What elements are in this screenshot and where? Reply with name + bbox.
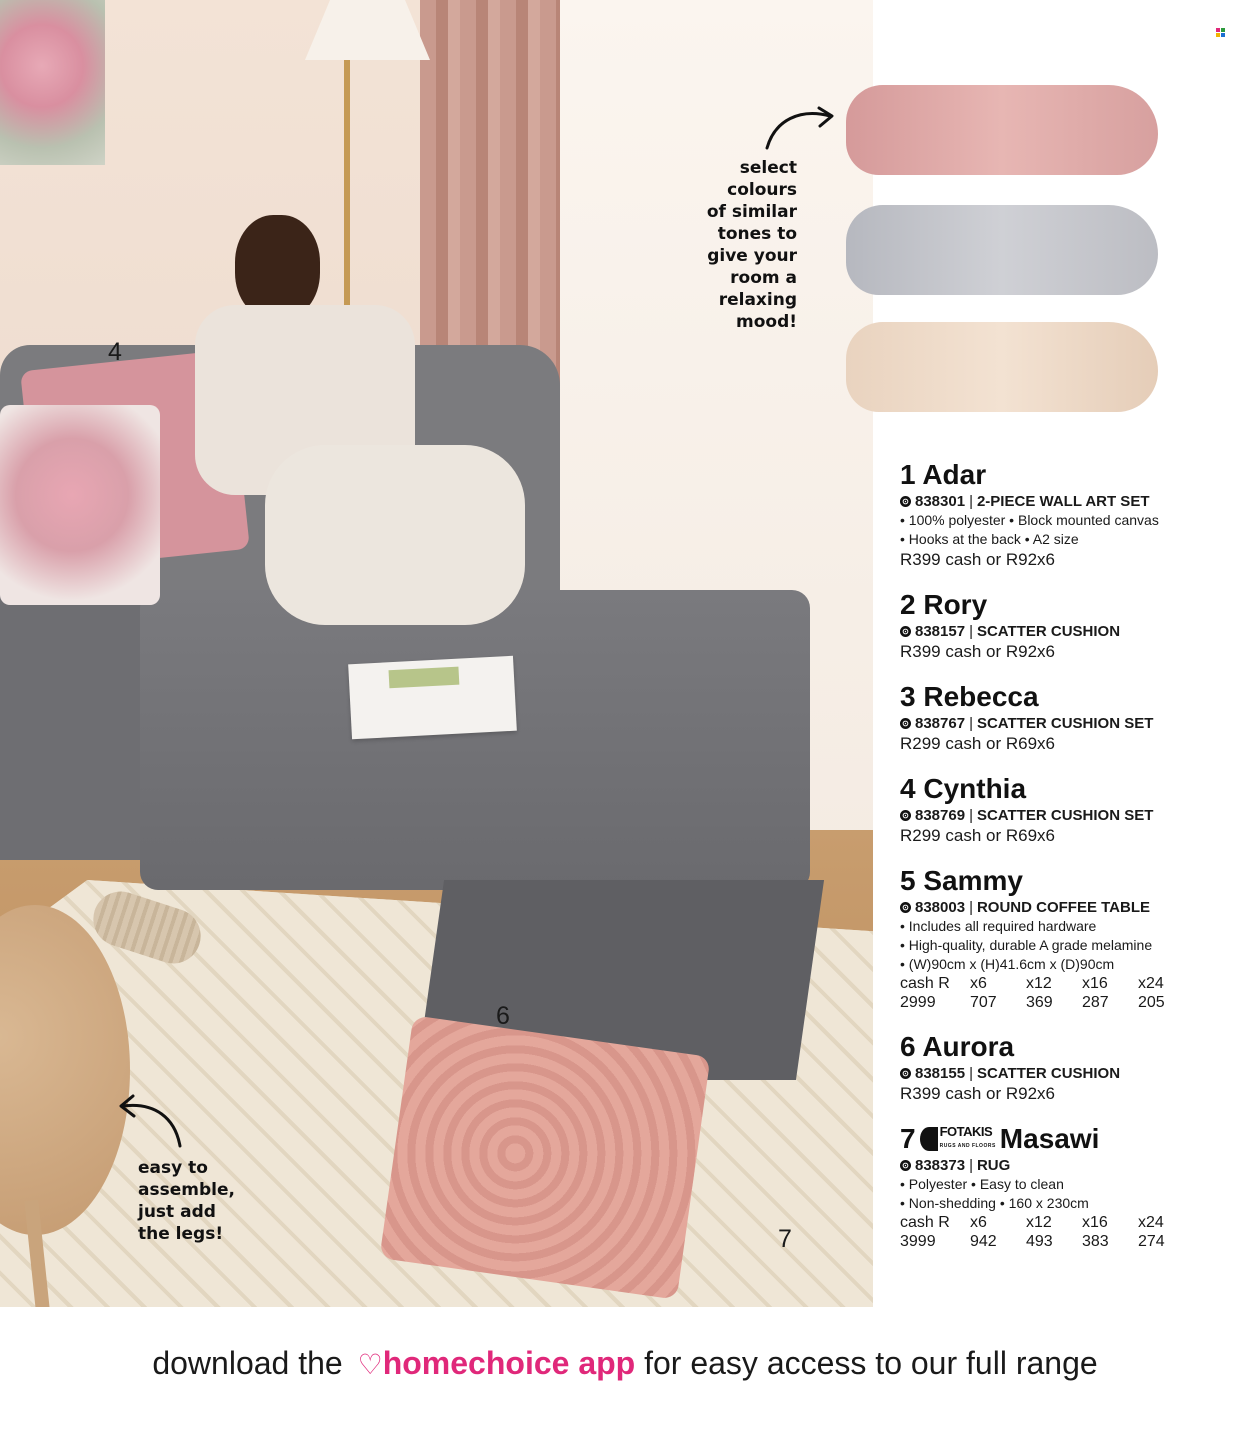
product-price: R399 cash or R92x6 bbox=[900, 550, 1055, 569]
paint-swatch-grey bbox=[846, 205, 1158, 295]
price-cell: 707 bbox=[970, 994, 997, 1011]
product-price: R399 cash or R92x6 bbox=[900, 642, 1055, 661]
product-type: SCATTER CUSHION SET bbox=[976, 807, 1154, 824]
product-code-row bbox=[900, 492, 1230, 511]
code-symbol-icon: ⊙ bbox=[900, 496, 911, 507]
paint-swatch-pink bbox=[846, 85, 1158, 175]
price-cell: 942 bbox=[970, 1233, 997, 1250]
mood-callout-line: colours bbox=[727, 180, 797, 200]
mood-callout-line: tones to bbox=[717, 224, 797, 244]
product-code-row bbox=[900, 806, 1230, 825]
code-separator: | bbox=[969, 623, 973, 640]
product-name: 6 Aurora bbox=[900, 1031, 1015, 1062]
product-code: 838003 bbox=[915, 899, 966, 916]
price-cell: 274 bbox=[1138, 1233, 1165, 1250]
fotakis-logo-wordmark: FOTAKIS bbox=[939, 1124, 993, 1139]
product-code: 838155 bbox=[915, 1065, 966, 1082]
fotakis-logo bbox=[920, 1125, 996, 1153]
product-adar bbox=[900, 458, 1230, 570]
price-header-cell: cash R bbox=[900, 1214, 950, 1231]
product-name-row bbox=[900, 1122, 1230, 1156]
price-table-row bbox=[900, 993, 1194, 1012]
code-separator: | bbox=[969, 493, 973, 510]
fotakis-logo-icon bbox=[920, 1127, 938, 1151]
product-code-row bbox=[900, 1064, 1230, 1083]
price-cell: 383 bbox=[1082, 1233, 1109, 1250]
product-aurora bbox=[900, 1030, 1230, 1104]
product-feature: • High-quality, durable A grade melamine bbox=[900, 937, 1153, 953]
price-table bbox=[900, 974, 1194, 1012]
product-feature: • (W)90cm x (H)41.6cm x (D)90cm bbox=[900, 956, 1115, 972]
legs-callout-line: just add bbox=[138, 1202, 216, 1222]
product-name: 2 Rory bbox=[900, 589, 988, 620]
legs-callout-line: assemble, bbox=[138, 1180, 235, 1200]
product-list bbox=[900, 458, 1230, 1269]
person-image bbox=[175, 215, 535, 645]
product-name: 1 Adar bbox=[900, 459, 987, 490]
price-cell: 205 bbox=[1138, 994, 1165, 1011]
code-separator: | bbox=[969, 899, 973, 916]
product-feature: • 100% polyester • Block mounted canvas bbox=[900, 512, 1159, 528]
photo-label-4: 4 bbox=[108, 338, 122, 366]
code-separator: | bbox=[969, 1157, 973, 1174]
mood-callout-line: of similar bbox=[706, 202, 797, 222]
product-type: SCATTER CUSHION SET bbox=[976, 715, 1154, 732]
mood-callout-line: room a bbox=[730, 268, 797, 288]
code-separator: | bbox=[969, 715, 973, 732]
price-header-cell: x6 bbox=[970, 1214, 987, 1231]
product-cynthia bbox=[900, 772, 1230, 846]
product-code-row bbox=[900, 622, 1230, 641]
product-code: 838301 bbox=[915, 493, 966, 510]
corner-logo-icon bbox=[1216, 28, 1226, 38]
person-legs bbox=[265, 445, 525, 625]
photo-label-6: 6 bbox=[496, 1002, 510, 1030]
price-table-header bbox=[900, 974, 1194, 993]
product-name: Masawi bbox=[999, 1123, 1100, 1154]
product-code-row bbox=[900, 1156, 1230, 1175]
product-code-row bbox=[900, 898, 1230, 917]
product-price: R399 cash or R92x6 bbox=[900, 1084, 1055, 1103]
code-separator: | bbox=[969, 1065, 973, 1082]
code-symbol-icon: ⊙ bbox=[900, 1068, 911, 1079]
product-number: 7 bbox=[900, 1123, 916, 1154]
mood-callout-line: relaxing bbox=[718, 290, 797, 310]
product-type: SCATTER CUSHION bbox=[976, 623, 1121, 640]
product-code: 838769 bbox=[915, 807, 966, 824]
price-cell: 287 bbox=[1082, 994, 1109, 1011]
product-type: SCATTER CUSHION bbox=[976, 1065, 1121, 1082]
product-type: 2-PIECE WALL ART SET bbox=[976, 493, 1150, 510]
price-table-row bbox=[900, 1232, 1194, 1251]
price-cell: 369 bbox=[1026, 994, 1053, 1011]
product-price: R299 cash or R69x6 bbox=[900, 734, 1055, 753]
curved-arrow-icon bbox=[755, 100, 845, 160]
price-cell: 493 bbox=[1026, 1233, 1053, 1250]
mood-callout-line: select bbox=[739, 158, 797, 178]
aurora-cushion-image bbox=[379, 1015, 710, 1299]
heart-icon: ♡ bbox=[357, 1349, 383, 1380]
price-cell: 3999 bbox=[900, 1233, 936, 1250]
price-header-cell: cash R bbox=[900, 975, 950, 992]
price-header-cell: x24 bbox=[1138, 975, 1164, 992]
lamp-shade-image bbox=[305, 0, 430, 60]
product-name: 5 Sammy bbox=[900, 865, 1023, 896]
product-code-row bbox=[900, 714, 1230, 733]
fotakis-logo-text bbox=[940, 1125, 996, 1153]
price-table-header bbox=[900, 1213, 1194, 1232]
product-code: 838767 bbox=[915, 715, 966, 732]
curved-arrow-icon bbox=[115, 1088, 190, 1150]
code-symbol-icon: ⊙ bbox=[900, 626, 911, 637]
code-symbol-icon: ⊙ bbox=[900, 718, 911, 729]
price-header-cell: x12 bbox=[1026, 975, 1052, 992]
code-separator: | bbox=[969, 807, 973, 824]
price-table bbox=[900, 1213, 1194, 1251]
wall-art-image bbox=[0, 0, 105, 165]
code-symbol-icon: ⊙ bbox=[900, 902, 911, 913]
product-code: 838157 bbox=[915, 623, 966, 640]
product-name: 3 Rebecca bbox=[900, 681, 1039, 712]
product-masawi bbox=[900, 1122, 1230, 1251]
product-feature: • Hooks at the back • A2 size bbox=[900, 531, 1079, 547]
legs-callout-line: the legs! bbox=[138, 1224, 224, 1244]
product-type: RUG bbox=[976, 1157, 1011, 1174]
price-header-cell: x24 bbox=[1138, 1214, 1164, 1231]
photo-label-7: 7 bbox=[778, 1225, 792, 1253]
app-download-banner bbox=[0, 1345, 1250, 1382]
product-price: R299 cash or R69x6 bbox=[900, 826, 1055, 845]
product-feature: • Includes all required hardware bbox=[900, 918, 1097, 934]
legs-callout-line: easy to bbox=[138, 1158, 208, 1178]
mood-callout-line: give your bbox=[707, 246, 797, 266]
price-header-cell: x12 bbox=[1026, 1214, 1052, 1231]
product-rory bbox=[900, 588, 1230, 662]
fotakis-logo-subtitle: RUGS AND FLOORS bbox=[939, 1143, 996, 1149]
homechoice-app-link[interactable]: homechoice app bbox=[382, 1345, 636, 1381]
product-rebecca bbox=[900, 680, 1230, 754]
product-type: ROUND COFFEE TABLE bbox=[976, 899, 1151, 916]
product-sammy bbox=[900, 864, 1230, 1012]
price-header-cell: x16 bbox=[1082, 975, 1108, 992]
paint-swatch-beige bbox=[846, 322, 1158, 412]
product-feature: • Polyester • Easy to clean bbox=[900, 1176, 1064, 1192]
magazine-image bbox=[348, 656, 517, 740]
product-feature: • Non-shedding • 160 x 230cm bbox=[900, 1195, 1089, 1211]
mood-callout bbox=[705, 157, 797, 333]
footer-text-before: download the bbox=[152, 1345, 352, 1381]
code-symbol-icon: ⊙ bbox=[900, 810, 911, 821]
floral-cushion-image bbox=[0, 405, 160, 605]
price-cell: 2999 bbox=[900, 994, 936, 1011]
price-header-cell: x6 bbox=[970, 975, 987, 992]
code-symbol-icon: ⊙ bbox=[900, 1160, 911, 1171]
product-name: 4 Cynthia bbox=[900, 773, 1027, 804]
product-code: 838373 bbox=[915, 1157, 966, 1174]
mood-callout-line: mood! bbox=[736, 312, 797, 332]
price-header-cell: x16 bbox=[1082, 1214, 1108, 1231]
footer-text-after: for easy access to our full range bbox=[635, 1345, 1098, 1381]
legs-callout bbox=[138, 1157, 268, 1245]
